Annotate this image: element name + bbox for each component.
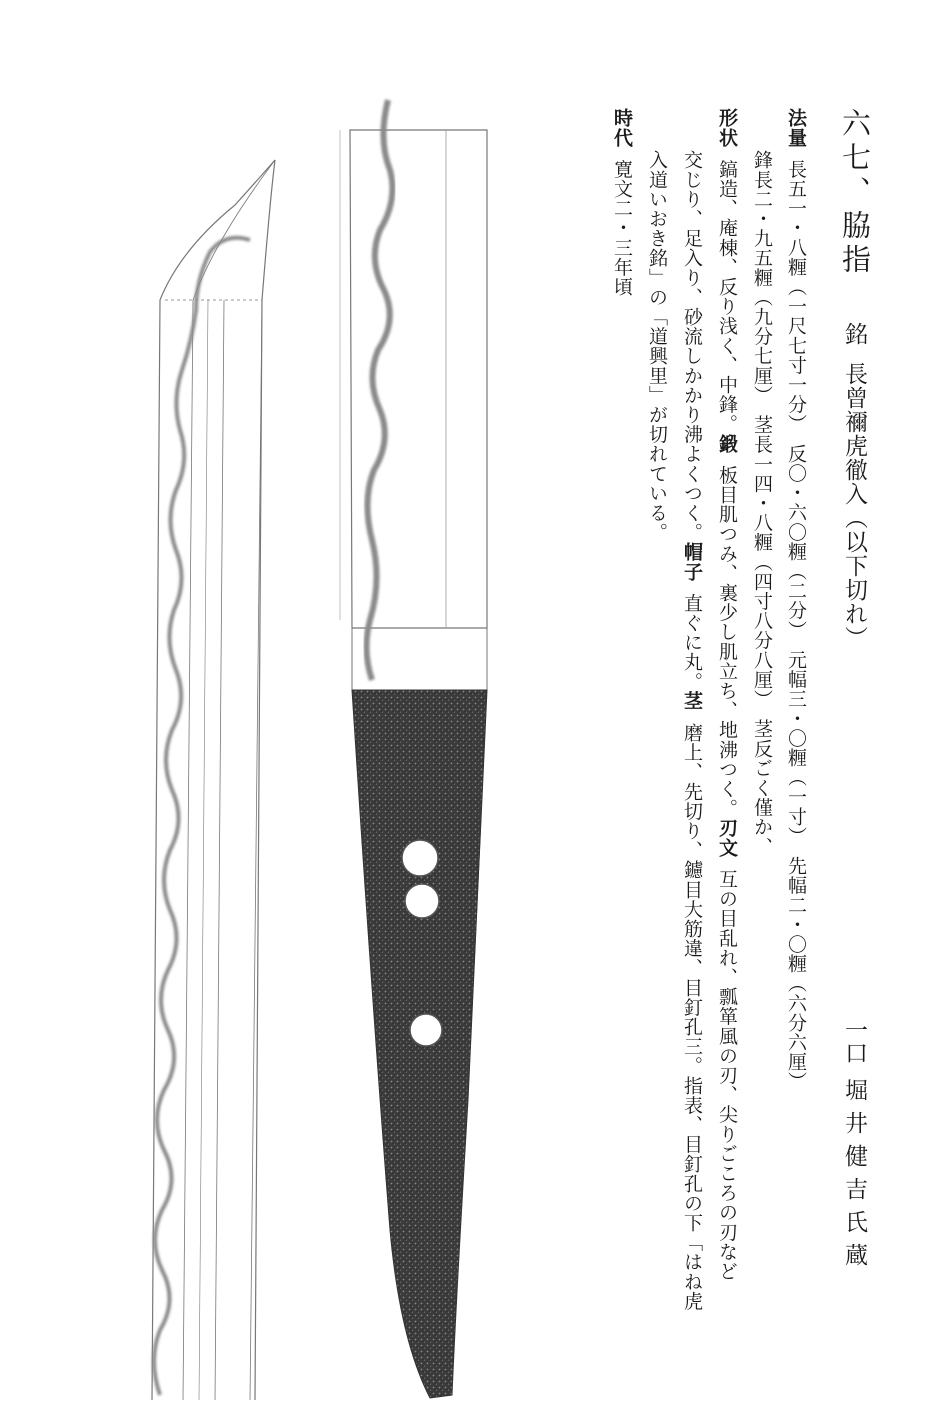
boushi-label: 帽子 [681,542,703,582]
tang-oshigata [340,100,487,1398]
hamon-label: 刃文 [716,818,738,858]
jidai-text: 寛文二・三年頃 [611,159,633,297]
blade-count: 一口 [841,1018,867,1064]
boushi-text: 直ぐに丸。 [681,593,703,692]
mekugi-hole [402,840,438,876]
spec-column-1 [786,108,805,1091]
jidai-label: 時代 [611,108,633,148]
spec-column-2 [752,150,771,856]
houryou-text: 長五一・八糎（一尺七寸一分） 反〇・六〇糎（二分） 元幅三・〇糎（一寸） 先幅二・〇糎（六分六厘） [785,159,807,1092]
keijou-label: 形状 [716,108,738,148]
spec-column-3 [717,108,736,1281]
mekugi-hole [410,1014,442,1046]
mekugi-hole [405,884,439,918]
kitae-label: 鍛 [716,433,738,454]
mei-inscription [842,322,865,650]
line-4-text: 交じり、足入り、砂流しかかり沸よくつく。 [681,150,703,542]
nakago-text: 磨上、先切り、鑢目大筋違、目釘孔三。指表、目釘孔の下「はね虎 [681,722,703,1311]
houryou-label: 法量 [785,108,807,148]
kitae-text: 板目肌つみ、裏少し肌立ち、地沸つく。 [716,465,738,819]
nakago-label: 茎 [681,691,703,711]
keijou-text: 鎬造、庵棟、反り浅く、中鋒。 [716,159,738,434]
line-5-text: 入道いおき銘」の「道興里」が切れている。 [646,150,668,542]
hamon-text: 互の目乱れ、瓢箪風の刃、尖りごころの刃など [716,869,738,1281]
hamon-line [154,238,250,1395]
entry-title: 六七、脇指 [838,108,872,278]
mei-label: 銘 [841,322,867,346]
owner-collection: 堀井健吉氏蔵 [841,1078,867,1276]
spec-column-4 [682,150,701,1311]
houryou-text-2: 鋒長二・九五糎（九分七厘） 茎長一四・八糎（四寸八分八厘） 茎反ごく僅か、 [751,150,773,857]
spec-column-6 [612,108,631,296]
spec-column-5 [647,150,666,542]
mei-text: 長曾禰虎徹入（以下切れ） [841,362,867,650]
